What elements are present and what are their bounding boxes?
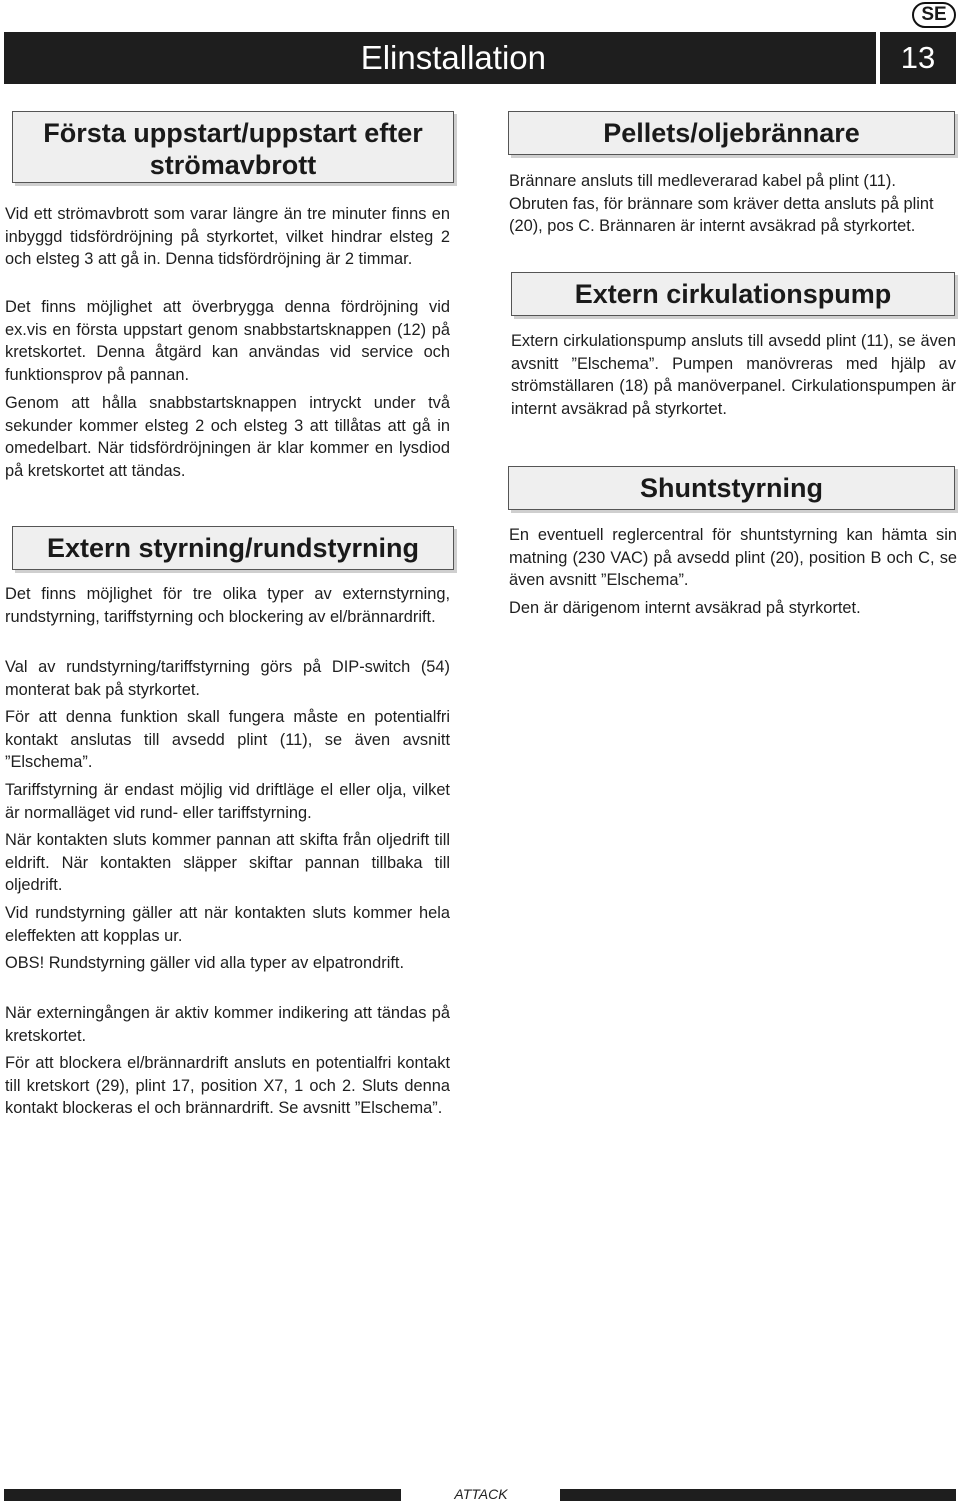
- footer-brand: ATTACK: [454, 1486, 508, 1502]
- paragraph: För att blockera el/brännardrift ansluts en potentialfri kontakt till kretskort (29), plint 17, position X7, 1 och 2. Sluts denna kontakt blockeras el och brännardrift. Se avsnitt ”Elschema”.: [5, 1054, 450, 1118]
- footer-line-left: [4, 1489, 401, 1501]
- paragraph: Val av rundstyrning/tariffstyrning görs på DIP-switch (54) monterat bak på styrkortet.: [5, 658, 450, 699]
- footer-line-right: [560, 1489, 956, 1501]
- paragraph: När kontakten sluts kommer pannan att skifta från oljedrift till eldrift. När kontakten släpper skiftar pannan tillbaka till oljedrift.: [5, 831, 450, 895]
- paragraph: Vid rundstyrning gäller att när kontakten sluts kommer hela eleffekten att kopplas ur.: [5, 904, 450, 945]
- heading-circulation-pump: Extern cirkulationspump: [511, 272, 955, 316]
- page-number: 13: [880, 32, 956, 84]
- paragraph: Tariffstyrning är endast möjlig vid driftläge el eller olja, vilket är normalläget vid rund- eller tariffstyrning.: [5, 781, 450, 822]
- paragraph: Den är därigenom internt avsäkrad på styrkortet.: [509, 599, 861, 617]
- paragraph: När externingången är aktiv kommer indikering att tändas på kretskortet.: [5, 1004, 450, 1045]
- language-badge: SE: [912, 2, 956, 28]
- heading-first-startup: Första uppstart/uppstart efter strömavbrott: [12, 111, 454, 183]
- page-title: Elinstallation: [360, 39, 546, 76]
- heading-pellets-burner: Pellets/oljebrännare: [508, 111, 955, 155]
- paragraph: Brännare ansluts till medleverarad kabel på plint (11). Obruten fas, för brännare som kräver detta ansluts på plint (20), pos C. Brännaren är internt avsäkrad på styrkortet.: [509, 172, 934, 236]
- paragraph: För att denna funktion skall fungera måste en potentialfri kontakt anslutas till avsedd plint (11), se även avsnitt ”Elschema”.: [5, 708, 450, 772]
- paragraph: Genom att hålla snabbstartsknappen intryckt under två sekunder kommer elsteg 2 och elsteg 3 att tillåtas att gå in omedelbart. När tidsfördröjningen är klar kommer en lysdiod på kretskortet att tändas.: [5, 394, 450, 480]
- paragraph: Extern cirkulationspump ansluts till avsedd plint (11), se även avsnitt ”Elschema”. Pumpen manövreras med hjälp av strömställaren (18) på manöverpanel. Cirkulationspumpen är internt avsäkrad på styrkortet.: [511, 332, 956, 418]
- paragraph: Det finns möjlighet för tre olika typer av externstyrning, rundstyrning, tariffstyrning och blockering av el/brännardrift.: [5, 585, 450, 626]
- paragraph: En eventuell reglercentral för shuntstyrning kan hämta sin matning (230 VAC) på avsedd plint (20), position B och C, se även avsnitt ”Elschema”.: [509, 526, 957, 590]
- heading-shunt-control: Shuntstyrning: [508, 466, 955, 510]
- paragraph: Det finns möjlighet att överbrygga denna fördröjning vid ex.vis en första uppstart genom snabbstartsknappen (12) på kretskortet. Denna åtgärd kan användas vid service och funktionsprov på pannan.: [5, 298, 450, 384]
- paragraph: OBS! Rundstyrning gäller vid alla typer av elpatrondrift.: [5, 954, 405, 972]
- paragraph: Vid ett strömavbrott som varar längre än tre minuter finns en inbyggd tidsfördröjning på styrkortet, vilket hindrar elsteg 2 och elsteg 3 att gå in. Denna tidsfördröjning är 2 timmar.: [5, 205, 450, 269]
- header-bar: [4, 32, 876, 84]
- heading-external-control: Extern styrning/rundstyrning: [12, 526, 454, 570]
